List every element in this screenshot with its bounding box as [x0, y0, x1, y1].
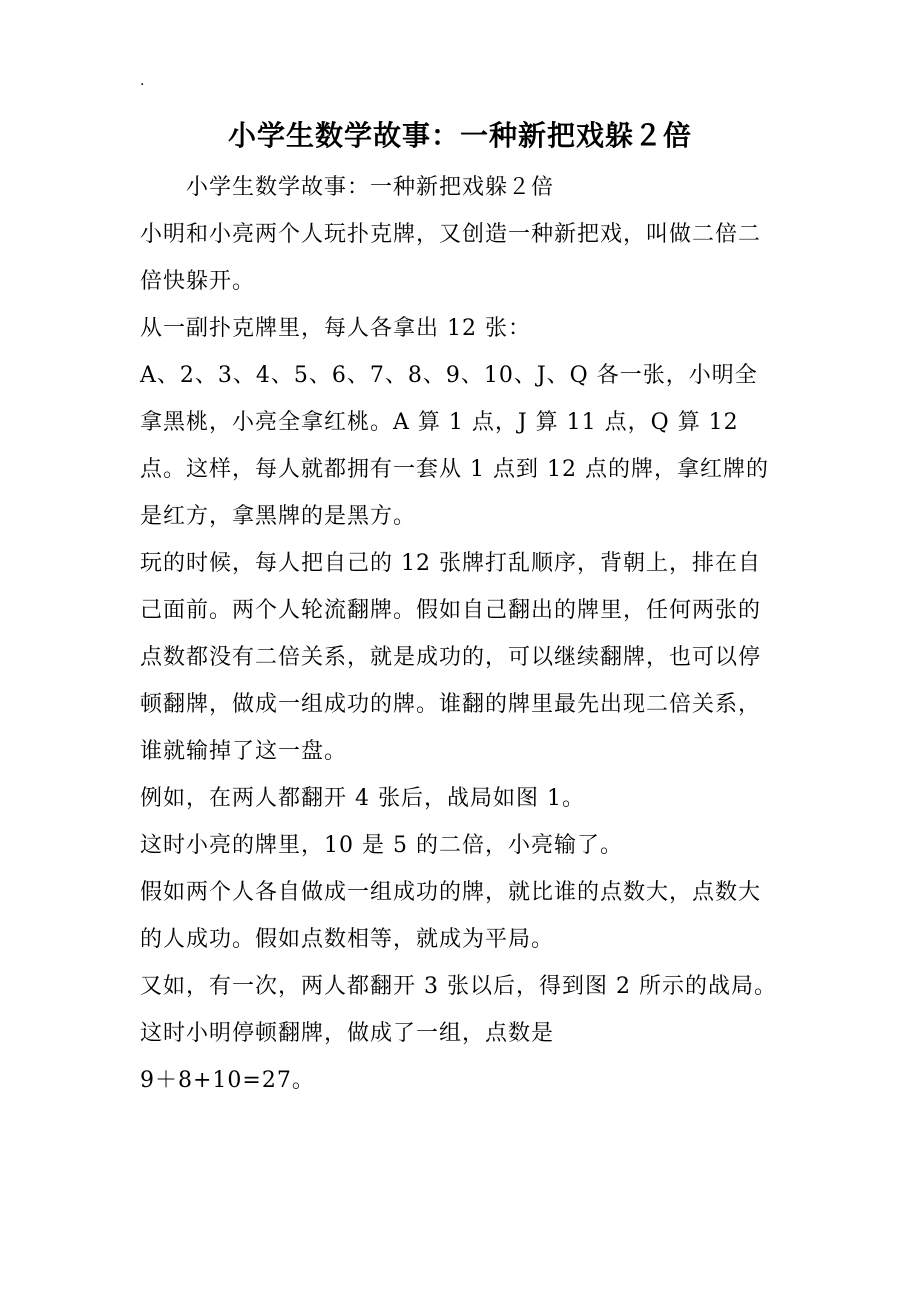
paragraph-example-1: 例如，在两人都翻开 4 张后，战局如图 1。 — [140, 786, 585, 811]
document-body — [140, 164, 780, 1104]
paragraph-cards-count: 从一副扑克牌里，每人各拿出 12 张： — [140, 316, 531, 341]
paragraph-rules: 玩的时候，每人把自己的 12 张牌打乱顺序，背朝上，排在自己面前。两个人轮流翻牌。假如自己翻出的牌里，任何两张的点数都没有二倍关系，就是成功的，可以继续翻牌，也可以停顿翻牌，做成一组成功的牌。谁翻的牌里最先出现二倍关系，谁就输掉了这一盘。 — [140, 551, 762, 764]
paragraph-example-1-result: 这时小亮的牌里，10 是 5 的二倍，小亮输了。 — [140, 833, 623, 858]
paragraph-subtitle: 小学生数学故事：一种新把戏躲２倍 — [186, 175, 555, 200]
paragraph-example-2-sum: 9＋8+10=27。 — [140, 1068, 315, 1093]
corner-mark: . — [140, 73, 145, 89]
paragraph-intro: 小明和小亮两个人玩扑克牌，又创造一种新把戏，叫做二倍二倍快躲开。 — [140, 222, 762, 294]
paragraph-card-list: A、2、3、4、5、6、7、8、9、10、J、Q 各一张，小明全拿黑桃，小亮全拿红桃。A 算 1 点，J 算 11 点，Q 算 12 点。这样，每人就都拥有一套从 1 点到 12 点的牌，拿红牌的是红方，拿黑牌的是黑方。 — [140, 363, 769, 529]
document-title: 小学生数学故事：一种新把戏躲２倍 — [227, 119, 692, 152]
paragraph-example-2-stop: 这时小明停顿翻牌，做成了一组，点数是 — [140, 1021, 555, 1046]
paragraph-scoring: 假如两个人各自做成一组成功的牌，就比谁的点数大，点数大的人成功。假如点数相等，就成为平局。 — [140, 880, 762, 952]
paragraph-example-2: 又如，有一次，两人都翻开 3 张以后，得到图 2 所示的战局。 — [140, 974, 777, 999]
